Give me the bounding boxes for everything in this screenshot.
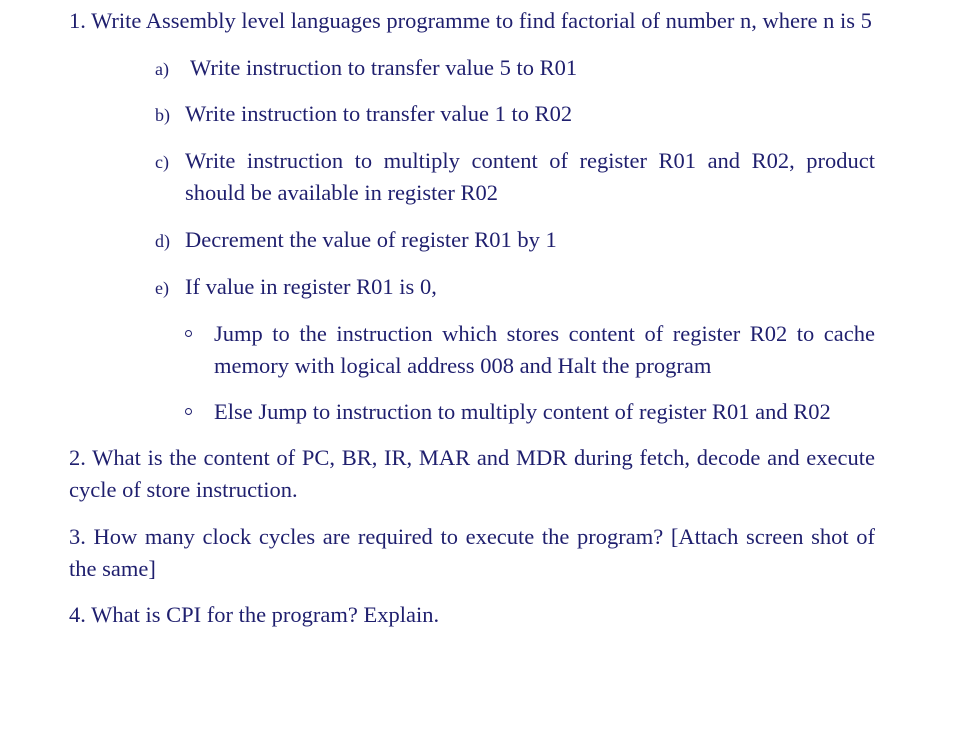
document: [69, 5, 875, 631]
step-c: [69, 145, 875, 209]
condition-bullets: [69, 318, 875, 428]
step-e: [69, 271, 875, 303]
bullet-text: Jump to the instruction which stores content of register R02 to cache memory with logical address 008 and Halt the program: [214, 321, 875, 378]
bullet-text: Else Jump to instruction to multiply content of register R01 and R02: [214, 399, 831, 424]
step-text: Write instruction to transfer value 5 to R01: [190, 55, 578, 80]
hollow-bullet-icon: [185, 408, 192, 415]
hollow-bullet-icon: [185, 330, 192, 337]
step-marker: c): [155, 152, 169, 172]
step-a: [69, 52, 875, 84]
question-4: 4. What is CPI for the program? Explain.: [69, 602, 440, 627]
question-1-steps: [69, 52, 875, 303]
step-d: [69, 224, 875, 256]
step-marker: e): [155, 278, 169, 298]
step-text: Decrement the value of register R01 by 1: [185, 227, 557, 252]
step-marker: b): [155, 105, 170, 125]
step-b: [69, 98, 875, 130]
question-1: 1. Write Assembly level languages programme to find factorial of number n, where n is 5: [69, 8, 872, 33]
step-marker: d): [155, 231, 170, 251]
step-marker: a): [155, 59, 169, 79]
bullet-item: [69, 396, 875, 428]
step-text: Write instruction to transfer value 1 to R02: [185, 101, 573, 126]
question-3: 3. How many clock cycles are required to execute the program? [Attach screen shot of the same]: [69, 524, 875, 581]
step-text: Write instruction to multiply content of register R01 and R02, product should be available in register R02: [185, 148, 875, 205]
question-2: 2. What is the content of PC, BR, IR, MAR and MDR during fetch, decode and execute cycle of store instruction.: [69, 445, 875, 502]
bullet-item: [69, 318, 875, 382]
step-text: If value in register R01 is 0,: [185, 274, 437, 299]
